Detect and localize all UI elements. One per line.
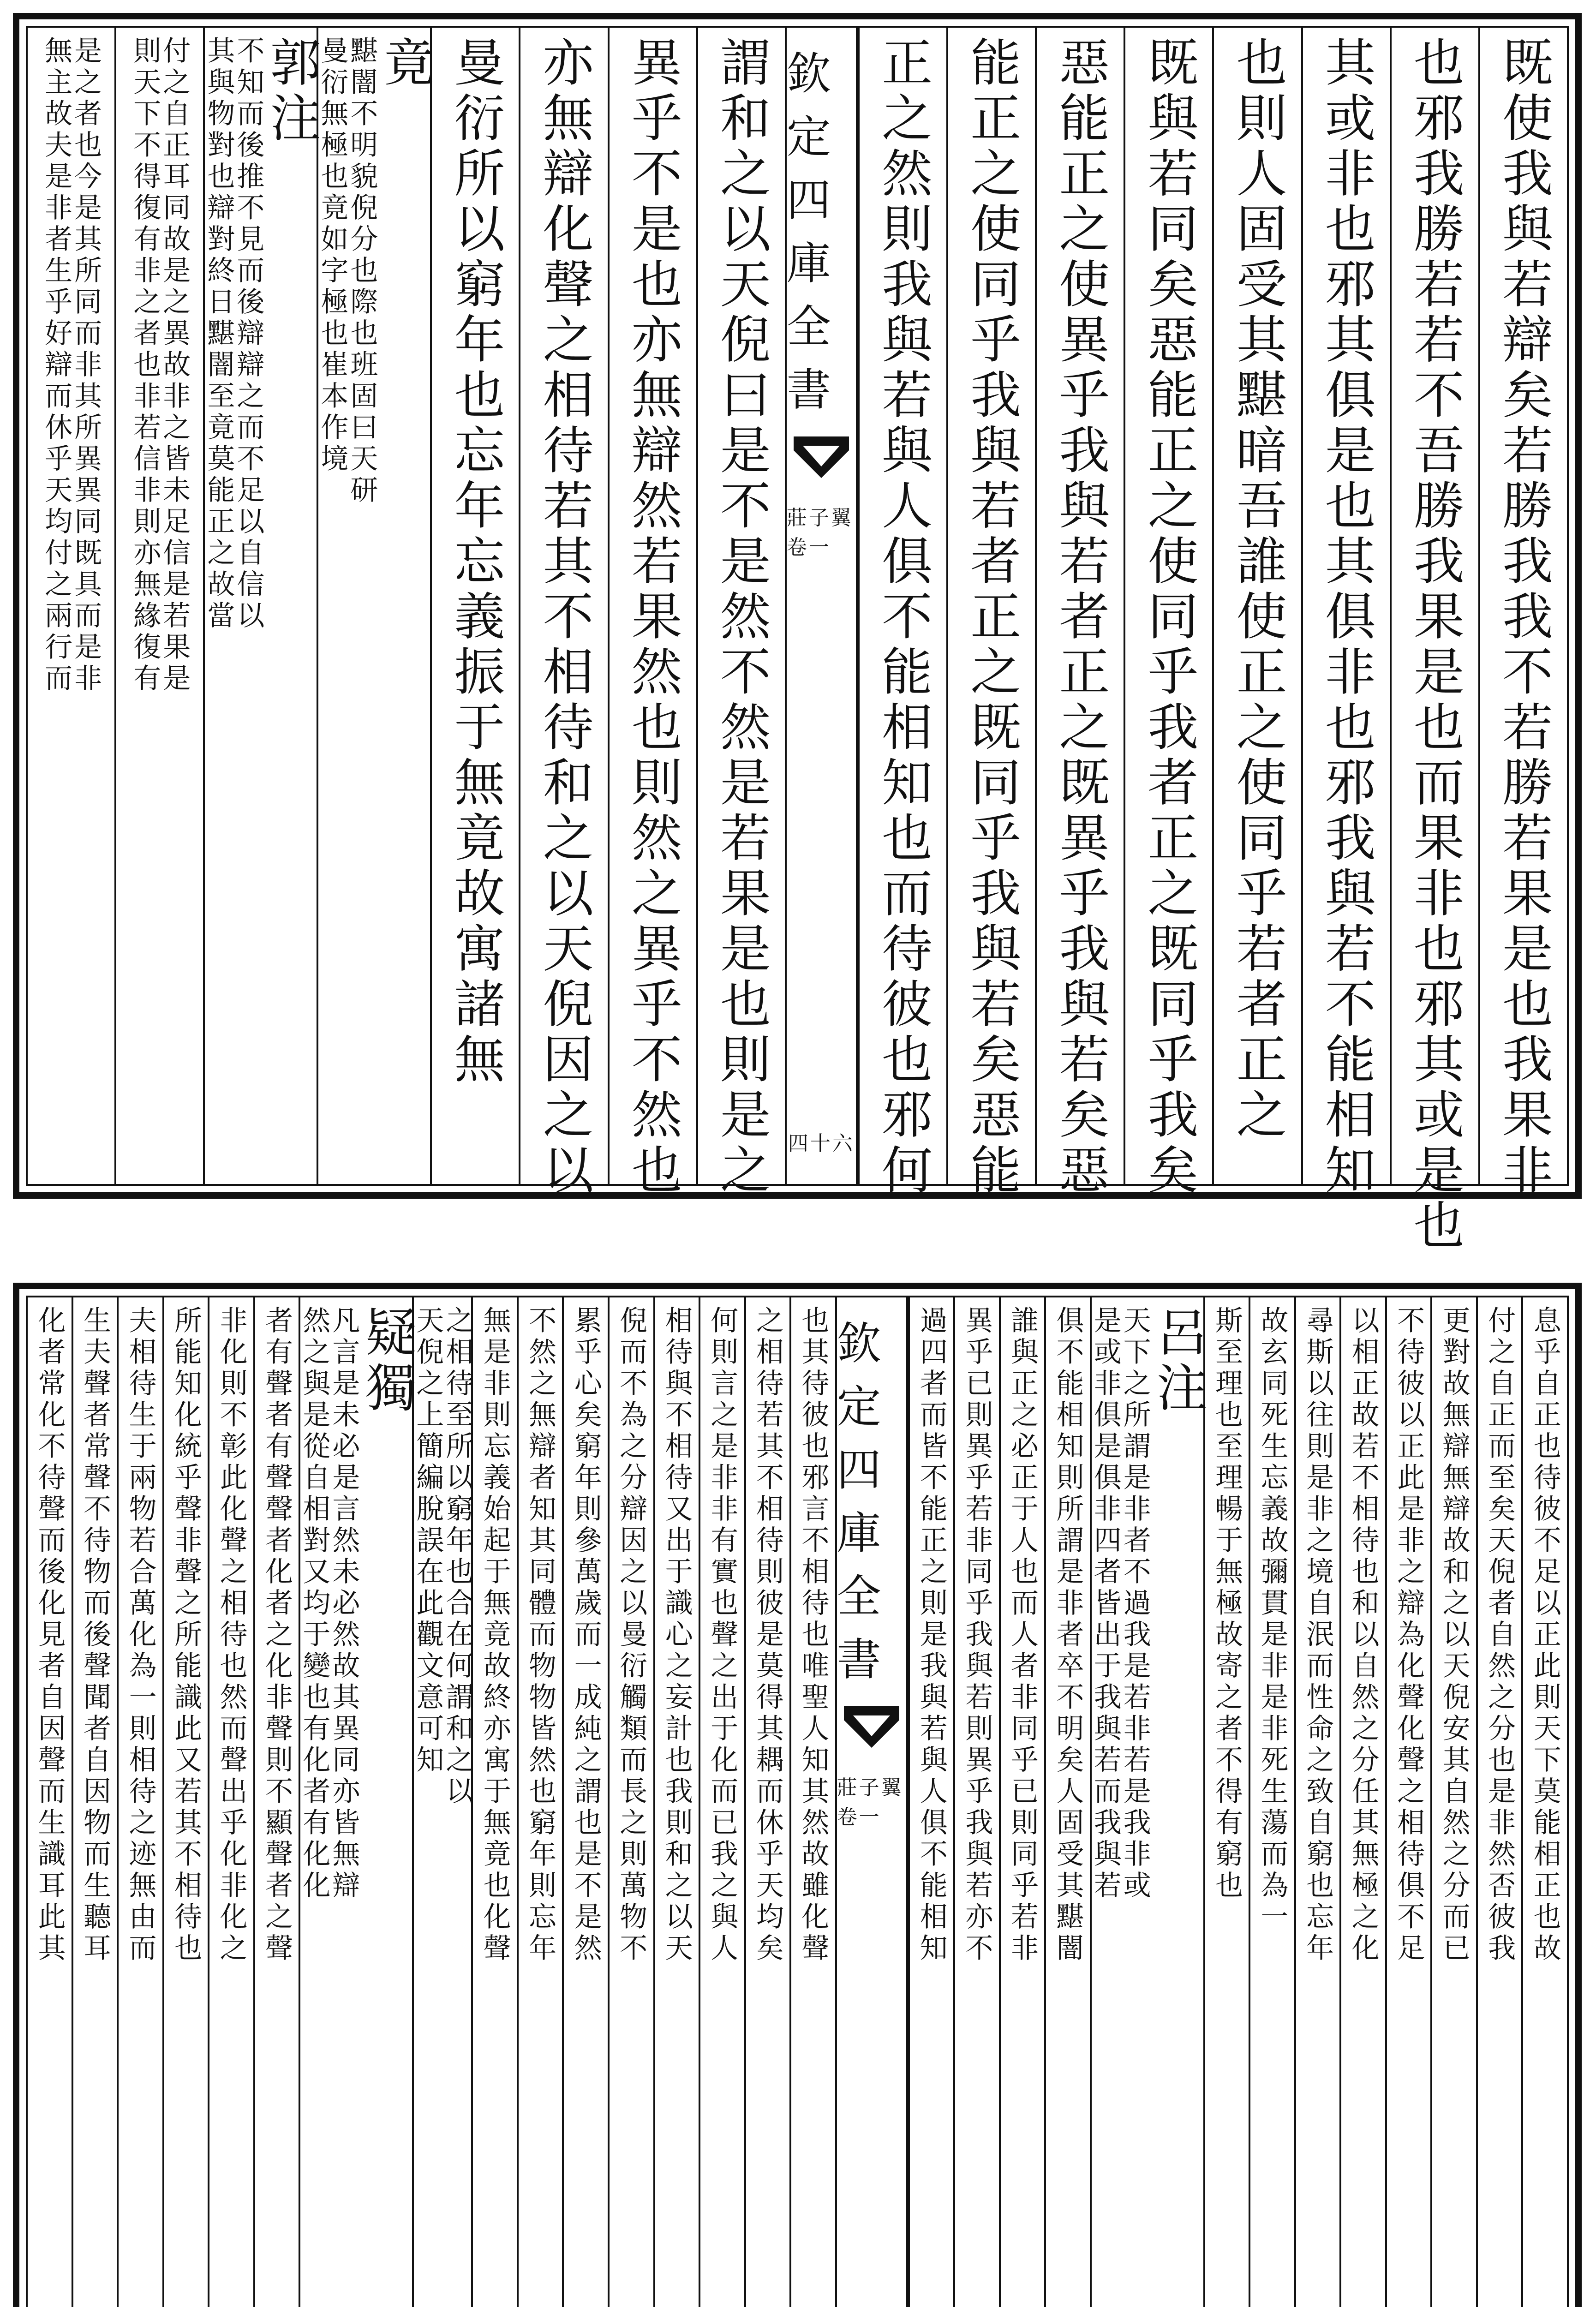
commentary-column	[999, 1297, 1045, 2307]
top-page	[13, 13, 1582, 1254]
commentary-column	[316, 28, 435, 1184]
commentary-column	[1249, 1297, 1294, 2307]
text-column	[1124, 28, 1212, 1199]
text-column	[858, 28, 946, 1199]
commentary-line: 斯至理也至理暢于無極故寄之者不得有窮也	[1211, 1306, 1243, 1902]
top-columns	[28, 28, 1567, 1254]
commentary-column	[1476, 1297, 1522, 2307]
commentary-column	[72, 1297, 117, 2307]
bottom-page	[13, 1283, 1582, 2307]
commentary-line: 曼衍無極也竟如字極也崔本作境	[316, 36, 349, 475]
column-text: 能正之使同乎我與若者正之既同乎我與若矣惡能	[962, 36, 1022, 1199]
commentary-column	[789, 1297, 835, 2307]
commentary-line: 然之與是從自相對又均于變也有化者有化化	[298, 1306, 331, 1902]
chapter-label: 莊子翼 卷一	[786, 506, 853, 559]
text-column	[696, 28, 785, 1199]
commentary-line: 更對故無辯無辯故和之以天倪安其自然之分而已	[1438, 1306, 1470, 1965]
center-margin	[835, 1297, 908, 2307]
text-column	[519, 28, 607, 1199]
commentary-line: 付之自正耳同故是之異故非之皆未足信是若果是	[158, 36, 191, 695]
text-column	[946, 28, 1035, 1199]
commentary-column	[1089, 1297, 1207, 2307]
commentary-column	[28, 1297, 72, 2307]
text-column	[1301, 28, 1390, 1199]
commentary-lines	[318, 36, 376, 507]
commentary-column	[114, 28, 203, 1184]
commentary-line: 累乎心矣窮年則參萬歲而一成純之謂也是不是然	[569, 1306, 602, 1965]
commentary-column	[953, 1297, 999, 2307]
commentary-line: 也其待彼也邪言不相待也唯聖人知其然故雖化聲	[797, 1306, 830, 1965]
commentary-lines	[412, 1306, 474, 1808]
fish-tail-icon	[844, 1702, 899, 1757]
commentary-column	[1044, 1297, 1090, 2307]
commentary-line: 天倪之上簡編脫誤在此觀文意可知	[412, 1306, 444, 1776]
column-text: 亦無辯化聲之相待若其不相待和之以天倪因之以	[534, 36, 594, 1199]
commentary-line: 者有聲者有聲聲者化者之化非聲則不顯聲者之聲	[261, 1306, 293, 1965]
commentary-line: 所能知化統乎聲非聲之所能識此又若其不相待也	[170, 1306, 203, 1965]
commentary-lines	[129, 36, 191, 695]
commentary-line: 誰與正之必正于人也而人者非同乎已則同乎若非	[1006, 1306, 1039, 1965]
center-margin	[785, 28, 858, 1184]
commentary-column	[412, 1297, 474, 2307]
commentary-line: 不知而後推不見而後辯辯之而不足以自信以	[232, 36, 265, 632]
column-text: 曼衍所以窮年也忘年忘義振于無竟故寓諸無	[446, 36, 505, 1088]
commentary-label: 呂注	[1148, 1306, 1207, 1416]
page-number: 四十六	[788, 1132, 855, 1155]
text-column	[430, 28, 519, 1184]
column-text: 惡能正之使異乎我與若者正之既異乎我與若矣惡	[1051, 36, 1110, 1199]
commentary-column	[608, 1297, 653, 2307]
column-text: 正之然則我與若與人俱不能相知也而待彼也邪何	[873, 36, 932, 1199]
bottom-page-frame	[26, 1296, 1569, 2307]
column-text: 也邪我勝若若不吾勝我果是也而果非也邪其或是也	[1405, 36, 1464, 1254]
commentary-line: 息乎自正也待彼不足以正此則天下莫能相正也故	[1529, 1306, 1561, 1965]
text-column	[1478, 28, 1567, 1199]
commentary-column	[1430, 1297, 1476, 2307]
commentary-column	[1521, 1297, 1567, 2307]
commentary-line: 則天下不得復有非之者也非若信非則亦無緣復有	[129, 36, 161, 695]
bottom-columns	[28, 1297, 1567, 2307]
book-title: 欽定四庫全書	[786, 48, 835, 416]
commentary-line: 以相正故若不相待也和以自然之分任其無極之化	[1347, 1306, 1380, 1965]
commentary-line: 不待彼以正此是非之辯為化聲化聲之相待俱不足	[1393, 1306, 1425, 1965]
commentary-column	[1385, 1297, 1431, 2307]
commentary-column	[471, 1297, 517, 2307]
column-text: 其或非也邪其俱是也其俱非也邪我與若不能相知	[1316, 36, 1376, 1199]
commentary-column	[517, 1297, 562, 2307]
commentary-line: 俱不能相知則所謂是非者卒不明矣人固受其黮闇	[1052, 1306, 1084, 1965]
commentary-column	[908, 1297, 954, 2307]
commentary-line: 相待與不相待又出于識心之妄計也我則和之以天	[660, 1306, 693, 1965]
commentary-line: 黮闇不明貌倪分也際也班固曰天研	[346, 36, 378, 507]
commentary-line: 非化則不彰此化聲之相待也然而聲出乎化非化之	[215, 1306, 248, 1965]
commentary-line: 之相待至所以窮年也合在何謂和之以	[441, 1306, 474, 1808]
commentary-column	[253, 1297, 299, 2307]
column-text: 也則人固受其黮暗吾誰使正之使同乎若者正之	[1228, 36, 1287, 1143]
commentary-column	[653, 1297, 699, 2307]
commentary-line: 何則言之是非非有實也聲之出于化而已我之與人	[706, 1306, 739, 1965]
commentary-line: 其與物對也辯對終日黮闇至竟莫能正之故當	[203, 36, 235, 632]
book-title: 欽定四庫全書	[837, 1318, 885, 1685]
commentary-column	[208, 1297, 253, 2307]
commentary-line: 過四者而皆不能正之則是我與若與人俱不能相知	[915, 1306, 948, 1965]
commentary-column	[1339, 1297, 1385, 2307]
text-column	[608, 28, 696, 1199]
top-page-frame	[26, 26, 1569, 1254]
column-text: 異乎不是也亦無辯然若果然也則然之異乎不然也	[623, 36, 682, 1199]
commentary-label: 疑獨	[357, 1306, 417, 1416]
commentary-line: 異乎已則異乎若非同乎我與若則異乎我與若亦不	[961, 1306, 993, 1965]
commentary-lines	[42, 36, 100, 695]
commentary-label: 郭注	[262, 36, 321, 147]
text-column	[1035, 28, 1124, 1199]
commentary-line: 是或非俱是俱非四者皆出于我與若而我與若	[1089, 1306, 1122, 1902]
commentary-line: 之相待若其不相待則彼是莫得其耦而休乎天均矣	[751, 1306, 784, 1965]
text-column	[1390, 28, 1478, 1254]
commentary-column	[744, 1297, 790, 2307]
commentary-line: 是之者也今是其所同而非其所異異同既具而是非	[70, 36, 102, 695]
commentary-line: 尋斯以往則是非之境自泯而性命之致自窮也忘年	[1302, 1306, 1334, 1965]
commentary-line: 凡言是未必是言然未必然故其異同亦皆無辯	[328, 1306, 360, 1902]
commentary-line: 倪而不為之分辯因之以曼衍觸類而長之則萬物不	[615, 1306, 648, 1965]
column-text: 既與若同矣惡能正之使同乎我者正之既同乎我矣	[1139, 36, 1199, 1199]
commentary-column	[117, 1297, 162, 2307]
commentary-column	[203, 28, 321, 1184]
commentary-column	[1294, 1297, 1340, 2307]
text-column	[1212, 28, 1301, 1184]
commentary-column	[699, 1297, 744, 2307]
commentary-line: 夫相待生于兩物若合萬化為一則相待之迹無由而	[124, 1306, 157, 1965]
commentary-label: 竟	[375, 36, 435, 91]
column-text: 謂和之以天倪曰是不是然不然是若果是也則是之	[711, 36, 771, 1199]
commentary-column	[562, 1297, 608, 2307]
commentary-column	[162, 1297, 208, 2307]
commentary-line: 無主故夫是非者生乎好辯而休乎天均付之兩行而	[40, 36, 73, 695]
commentary-line: 天下之所謂是非者不過我是若非若是我非或	[1118, 1306, 1151, 1902]
commentary-line: 化者常化不待聲而後化見者自因聲而生識耳此其	[33, 1306, 66, 1965]
commentary-line: 無是非則忘義始起于無竟故終亦寓于無竟也化聲	[478, 1306, 511, 1965]
commentary-lines	[203, 36, 265, 632]
commentary-lines	[1089, 1306, 1151, 1902]
column-text: 既使我與若辯矣若勝我我不若勝若果是也我果非	[1494, 36, 1553, 1199]
commentary-line: 付之自正而至矣天倪者自然之分也是非然否彼我	[1483, 1306, 1516, 1965]
commentary-column	[28, 28, 114, 1184]
commentary-column	[1203, 1297, 1249, 2307]
chapter-label: 莊子翼 卷一	[837, 1776, 903, 1829]
commentary-lines	[300, 1306, 358, 1902]
commentary-line: 不然之無辯者知其同體而物物皆然也窮年則忘年	[524, 1306, 557, 1965]
commentary-line: 故玄同死生忘義故彌貫是非是非死生蕩而為一	[1256, 1306, 1289, 1933]
commentary-column	[298, 1297, 417, 2307]
commentary-line: 生夫聲者常聲不待物而後聲聞者自因物而生聽耳	[78, 1306, 111, 1965]
fish-tail-icon	[794, 432, 849, 487]
